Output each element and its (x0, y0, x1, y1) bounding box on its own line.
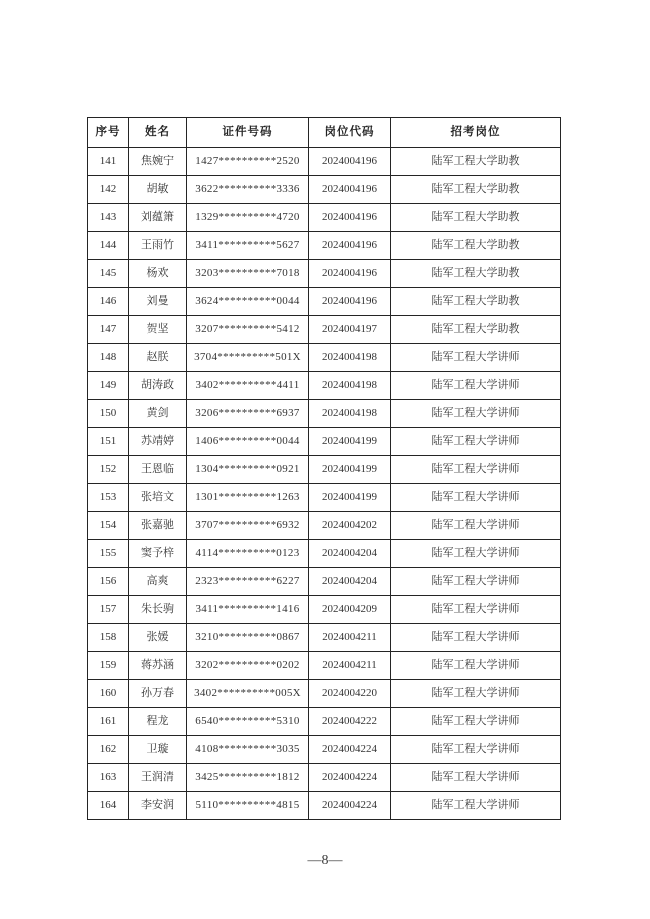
cell-name: 李安润 (129, 792, 187, 820)
cell-id-number: 3202**********0202 (187, 652, 309, 680)
cell-no: 143 (88, 204, 129, 232)
table-row (88, 652, 561, 680)
header-serial-number: 序号 (88, 118, 129, 148)
cell-position-code: 2024004198 (309, 400, 391, 428)
cell-position-code: 2024004202 (309, 512, 391, 540)
cell-id-number: 3206**********6937 (187, 400, 309, 428)
cell-position-code: 2024004199 (309, 456, 391, 484)
cell-position-code: 2024004198 (309, 344, 391, 372)
cell-position-code: 2024004204 (309, 540, 391, 568)
cell-position-title: 陆军工程大学讲师 (391, 764, 561, 792)
cell-position-title: 陆军工程大学助教 (391, 204, 561, 232)
cell-id-number: 3207**********5412 (187, 316, 309, 344)
table-row (88, 568, 561, 596)
cell-position-code: 2024004199 (309, 428, 391, 456)
cell-no: 146 (88, 288, 129, 316)
cell-no: 156 (88, 568, 129, 596)
cell-id-number: 1427**********2520 (187, 148, 309, 176)
table-row (88, 204, 561, 232)
cell-name: 张培文 (129, 484, 187, 512)
cell-id-number: 3411**********1416 (187, 596, 309, 624)
cell-no: 154 (88, 512, 129, 540)
cell-id-number: 3624**********0044 (187, 288, 309, 316)
cell-position-title: 陆军工程大学讲师 (391, 652, 561, 680)
cell-name: 卫璇 (129, 736, 187, 764)
table-row (88, 736, 561, 764)
table-row (88, 400, 561, 428)
cell-position-code: 2024004204 (309, 568, 391, 596)
header-name: 姓名 (129, 118, 187, 148)
cell-position-code: 2024004197 (309, 316, 391, 344)
cell-id-number: 4114**********0123 (187, 540, 309, 568)
cell-no: 153 (88, 484, 129, 512)
cell-no: 159 (88, 652, 129, 680)
cell-name: 朱长驹 (129, 596, 187, 624)
cell-no: 145 (88, 260, 129, 288)
cell-position-code: 2024004224 (309, 764, 391, 792)
cell-id-number: 1301**********1263 (187, 484, 309, 512)
cell-no: 160 (88, 680, 129, 708)
cell-position-title: 陆军工程大学讲师 (391, 456, 561, 484)
cell-no: 158 (88, 624, 129, 652)
cell-no: 157 (88, 596, 129, 624)
cell-position-title: 陆军工程大学助教 (391, 232, 561, 260)
cell-no: 164 (88, 792, 129, 820)
table-row (88, 680, 561, 708)
cell-name: 贺坚 (129, 316, 187, 344)
cell-id-number: 1406**********0044 (187, 428, 309, 456)
cell-name: 孙万春 (129, 680, 187, 708)
table-row (88, 792, 561, 820)
cell-position-title: 陆军工程大学讲师 (391, 792, 561, 820)
cell-position-code: 2024004220 (309, 680, 391, 708)
header-position-code: 岗位代码 (309, 118, 391, 148)
table-header-row (88, 118, 561, 148)
cell-position-title: 陆军工程大学讲师 (391, 680, 561, 708)
cell-no: 152 (88, 456, 129, 484)
cell-no: 142 (88, 176, 129, 204)
cell-id-number: 1329**********4720 (187, 204, 309, 232)
table-row (88, 176, 561, 204)
cell-no: 148 (88, 344, 129, 372)
cell-id-number: 2323**********6227 (187, 568, 309, 596)
cell-position-code: 2024004211 (309, 652, 391, 680)
cell-id-number: 4108**********3035 (187, 736, 309, 764)
cell-name: 张嘉驰 (129, 512, 187, 540)
cell-position-title: 陆军工程大学讲师 (391, 540, 561, 568)
cell-name: 张媛 (129, 624, 187, 652)
cell-name: 高爽 (129, 568, 187, 596)
cell-position-code: 2024004199 (309, 484, 391, 512)
cell-position-title: 陆军工程大学助教 (391, 260, 561, 288)
cell-no: 161 (88, 708, 129, 736)
cell-no: 155 (88, 540, 129, 568)
cell-id-number: 3704**********501X (187, 344, 309, 372)
cell-position-code: 2024004196 (309, 176, 391, 204)
cell-position-code: 2024004196 (309, 148, 391, 176)
cell-position-code: 2024004196 (309, 288, 391, 316)
cell-id-number: 3411**********5627 (187, 232, 309, 260)
table-body (88, 148, 561, 820)
cell-name: 王润清 (129, 764, 187, 792)
cell-id-number: 3402**********4411 (187, 372, 309, 400)
table-row (88, 316, 561, 344)
cell-position-title: 陆军工程大学讲师 (391, 596, 561, 624)
cell-position-title: 陆军工程大学助教 (391, 316, 561, 344)
table-row (88, 428, 561, 456)
cell-name: 刘曼 (129, 288, 187, 316)
table-row (88, 260, 561, 288)
table-row (88, 456, 561, 484)
cell-name: 蒋苏涵 (129, 652, 187, 680)
page-number: —8— (307, 853, 343, 868)
cell-position-code: 2024004224 (309, 792, 391, 820)
cell-name: 窦予梓 (129, 540, 187, 568)
table-row (88, 708, 561, 736)
cell-position-code: 2024004211 (309, 624, 391, 652)
cell-name: 王恩临 (129, 456, 187, 484)
cell-position-title: 陆军工程大学讲师 (391, 344, 561, 372)
candidate-roster-table (87, 117, 561, 820)
cell-name: 王雨竹 (129, 232, 187, 260)
cell-name: 杨欢 (129, 260, 187, 288)
cell-id-number: 3425**********1812 (187, 764, 309, 792)
table-row (88, 288, 561, 316)
cell-position-title: 陆军工程大学讲师 (391, 624, 561, 652)
cell-position-title: 陆军工程大学助教 (391, 288, 561, 316)
cell-position-code: 2024004196 (309, 232, 391, 260)
cell-no: 150 (88, 400, 129, 428)
table-row (88, 344, 561, 372)
cell-position-code: 2024004224 (309, 736, 391, 764)
table-row (88, 624, 561, 652)
cell-id-number: 6540**********5310 (187, 708, 309, 736)
cell-position-title: 陆军工程大学讲师 (391, 484, 561, 512)
cell-position-title: 陆军工程大学助教 (391, 176, 561, 204)
cell-position-code: 2024004198 (309, 372, 391, 400)
cell-id-number: 1304**********0921 (187, 456, 309, 484)
cell-position-title: 陆军工程大学讲师 (391, 568, 561, 596)
cell-no: 151 (88, 428, 129, 456)
header-id-number: 证件号码 (187, 118, 309, 148)
cell-position-code: 2024004222 (309, 708, 391, 736)
cell-id-number: 5110**********4815 (187, 792, 309, 820)
header-recruitment-position: 招考岗位 (391, 118, 561, 148)
cell-no: 162 (88, 736, 129, 764)
cell-name: 赵朕 (129, 344, 187, 372)
cell-position-code: 2024004196 (309, 204, 391, 232)
cell-no: 147 (88, 316, 129, 344)
cell-position-title: 陆军工程大学助教 (391, 148, 561, 176)
cell-name: 胡涛政 (129, 372, 187, 400)
table-row (88, 484, 561, 512)
cell-no: 149 (88, 372, 129, 400)
cell-position-code: 2024004209 (309, 596, 391, 624)
cell-name: 苏靖婷 (129, 428, 187, 456)
cell-no: 163 (88, 764, 129, 792)
cell-name: 程龙 (129, 708, 187, 736)
cell-id-number: 3210**********0867 (187, 624, 309, 652)
cell-position-title: 陆军工程大学讲师 (391, 400, 561, 428)
cell-name: 胡敏 (129, 176, 187, 204)
table-row (88, 596, 561, 624)
cell-id-number: 3707**********6932 (187, 512, 309, 540)
table-row (88, 512, 561, 540)
cell-no: 144 (88, 232, 129, 260)
table-row (88, 540, 561, 568)
cell-position-title: 陆军工程大学讲师 (391, 736, 561, 764)
table-row (88, 372, 561, 400)
cell-name: 刘蕴箫 (129, 204, 187, 232)
cell-name: 黄剑 (129, 400, 187, 428)
cell-id-number: 3402**********005X (187, 680, 309, 708)
cell-position-title: 陆军工程大学讲师 (391, 708, 561, 736)
cell-position-title: 陆军工程大学讲师 (391, 512, 561, 540)
table-row (88, 148, 561, 176)
cell-no: 141 (88, 148, 129, 176)
cell-id-number: 3622**********3336 (187, 176, 309, 204)
cell-position-code: 2024004196 (309, 260, 391, 288)
cell-id-number: 3203**********7018 (187, 260, 309, 288)
table-row (88, 764, 561, 792)
cell-name: 焦婉宁 (129, 148, 187, 176)
cell-position-title: 陆军工程大学讲师 (391, 428, 561, 456)
table-row (88, 232, 561, 260)
cell-position-title: 陆军工程大学讲师 (391, 372, 561, 400)
